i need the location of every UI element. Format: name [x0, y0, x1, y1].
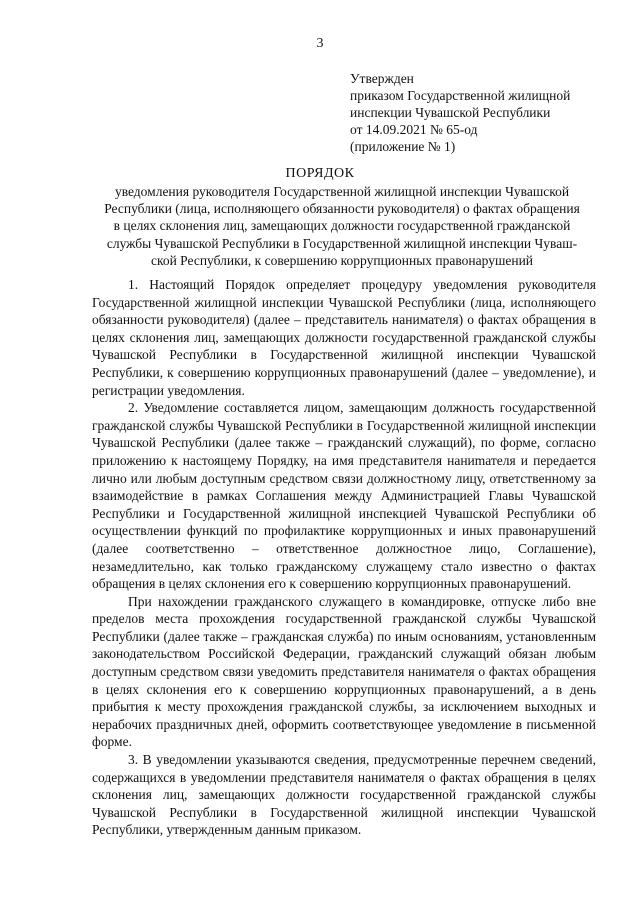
approval-line: Утвержден: [350, 71, 414, 86]
subtitle-line: в целях склонения лиц, замещающих должности государственной гражданской: [113, 218, 571, 234]
subtitle-line: ской Республики, к совершению коррупционных правонарушений: [150, 252, 534, 268]
paragraph-2: 2. Уведомление составляется лицом, замещающим должность государственной гражданской службы Чувашской Республики в Государственной жилищной инспекции Чувашской Республики (далее также – гражданский служащий), по форме, согласно приложению к настоящему Порядку, на имя представителя наниmателя и передается лично или любым доступным средством связи должностному лицу, ответственному за взаимодействие в рамках Соглашения между Администрацией Главы Чувашской Республики и Государственной жилищной инспекцией Чувашской Республики об осуществлении функций по профилактике коррупционных и иных правонарушений (далее соответственно – ответственное должностное лицо, Соглашение), незамедлительно, как только гражданскому служащему стало известно о фактах обращения в целях склонения его к совершению коррупционных правонарушений.: [92, 400, 596, 592]
approval-line: от 14.09.2021 № 65-од: [350, 122, 478, 137]
subtitle-line: Республики (лица, исполняющего обязанности руководителя) о фактах обращения: [104, 201, 580, 217]
approval-line: приказом Государственной жилищной: [350, 88, 571, 103]
page-number: 3: [316, 36, 324, 51]
approval-block: [350, 70, 620, 155]
paragraph-2-continued: При нахождении гражданского служащего в командировке, отпуске либо вне пределов места прохождения государственной гражданской службы Чувашской Республики (далее также – гражданская служба) по иным основаниям, установленным законодательством Российской Федерации, гражданский служащий обязан любым доступным средством связи уведомить представителя нанимателя о фактах обращения в целях склонения его к совершению коррупционных правонарушений, а в день прибытия к месту прохождения гражданской службы, за исключением выходных и нерабочих праздничных дней, оформить соответствующее уведомление в письменной форме.: [92, 593, 596, 750]
approval-line: (приложение № 1): [350, 139, 456, 154]
document-subtitle: [92, 183, 592, 269]
paragraph-3: 3. В уведомлении указываются сведения, предусмотренные перечнем сведений, содержащихся в уведомлении представителя нанимателя о фактах обращения в целях склонения лиц, замещающих должности государственной гражданской службы Чувашской Республики в Государственной жилищной инспекции Чувашской Республики, утвержденным данным приказом.: [92, 752, 596, 838]
document-title: ПОРЯДОК: [285, 166, 355, 181]
approval-line: инспекции Чувашской Республики: [350, 105, 551, 120]
paragraph-1: 1. Настоящий Порядок определяет процедуру уведомления руководителя Государственной жилищной инспекции Чувашской Республики (лица, исполняющего обязанности руководителя) (далее – представитель нанимателя) о фактах обращения в целях склонения лиц, замещающих должности государственной гражданской службы Чувашской Республики в Государственной жилищной инспекции Чувашской Республики, к совершению коррупционных правонарушений (далее – уведомление), и регистрации уведомления.: [92, 277, 596, 398]
subtitle-line: службы Чувашской Республики в Государственной жилищной инспекции Чуваш-: [106, 235, 578, 251]
document-body: [92, 276, 596, 839]
subtitle-line: уведомления руководителя Государственной жилищной инспекции Чувашской: [114, 184, 570, 199]
